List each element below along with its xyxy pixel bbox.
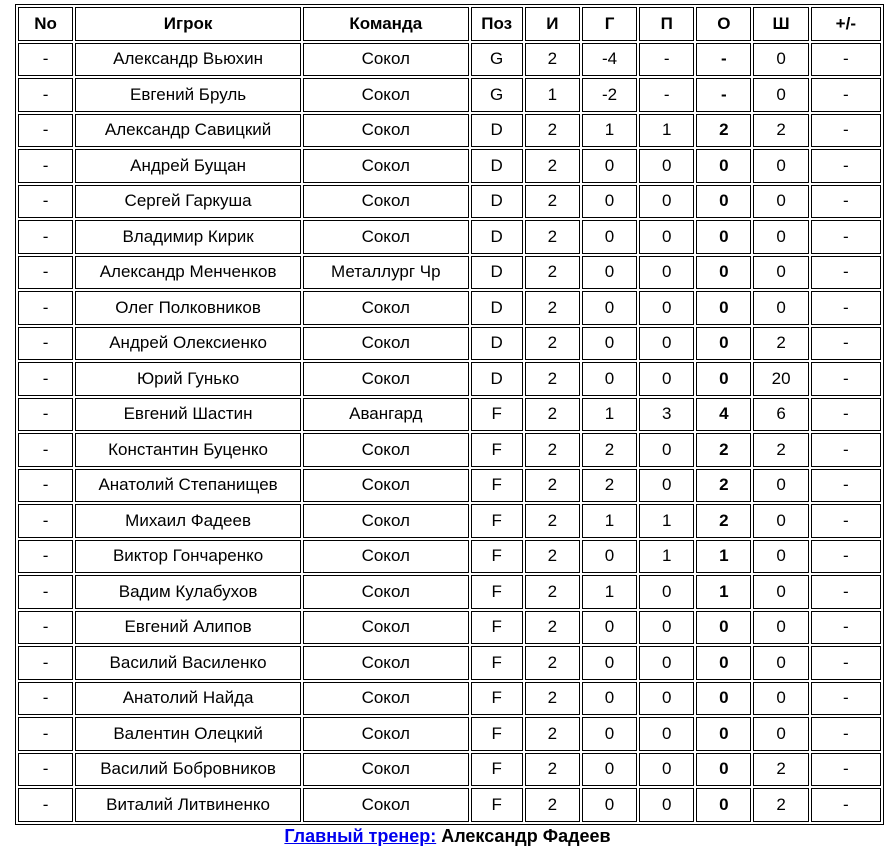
cell-points: 0 xyxy=(696,362,751,396)
cell-team: Сокол xyxy=(303,753,469,787)
cell-number: - xyxy=(18,504,73,538)
cell-goals: 0 xyxy=(582,362,637,396)
cell-penalty-minutes: 0 xyxy=(753,78,808,112)
cell-assists: 3 xyxy=(639,398,694,432)
table-row xyxy=(18,220,881,254)
cell-games: 2 xyxy=(525,114,580,148)
cell-team: Авангард xyxy=(303,398,469,432)
cell-points: - xyxy=(696,78,751,112)
cell-penalty-minutes: 2 xyxy=(753,327,808,361)
head-coach-name xyxy=(441,826,610,846)
cell-number: - xyxy=(18,291,73,325)
cell-team: Сокол xyxy=(303,717,469,751)
cell-plus-minus: - xyxy=(811,469,881,503)
cell-plus-minus: - xyxy=(811,433,881,467)
cell-games: 2 xyxy=(525,362,580,396)
cell-number: - xyxy=(18,43,73,77)
cell-penalty-minutes: 6 xyxy=(753,398,808,432)
cell-number: - xyxy=(18,717,73,751)
cell-points: 2 xyxy=(696,114,751,148)
cell-player: Андрей Бущан xyxy=(75,149,301,183)
cell-position: D xyxy=(471,185,523,219)
cell-plus-minus: - xyxy=(811,575,881,609)
cell-points: 0 xyxy=(696,291,751,325)
cell-penalty-minutes: 0 xyxy=(753,540,808,574)
cell-assists: 0 xyxy=(639,717,694,751)
cell-goals: 1 xyxy=(582,114,637,148)
cell-assists: 0 xyxy=(639,753,694,787)
cell-assists: - xyxy=(639,43,694,77)
cell-position: F xyxy=(471,469,523,503)
cell-games: 2 xyxy=(525,398,580,432)
table-row xyxy=(18,646,881,680)
cell-player: Евгений Бруль xyxy=(75,78,301,112)
cell-goals: 0 xyxy=(582,646,637,680)
cell-number: - xyxy=(18,398,73,432)
cell-number: - xyxy=(18,114,73,148)
cell-plus-minus: - xyxy=(811,646,881,680)
cell-assists: 0 xyxy=(639,291,694,325)
cell-assists: 0 xyxy=(639,185,694,219)
cell-player: Владимир Кирик xyxy=(75,220,301,254)
cell-team: Сокол xyxy=(303,43,469,77)
cell-penalty-minutes: 0 xyxy=(753,469,808,503)
cell-assists: 0 xyxy=(639,362,694,396)
cell-points: 2 xyxy=(696,469,751,503)
cell-assists: 0 xyxy=(639,469,694,503)
table-row xyxy=(18,362,881,396)
cell-number: - xyxy=(18,362,73,396)
table-row xyxy=(18,469,881,503)
table-row xyxy=(18,611,881,645)
table-row xyxy=(18,327,881,361)
roster-table xyxy=(15,4,884,825)
cell-number: - xyxy=(18,753,73,787)
cell-player: Евгений Алипов xyxy=(75,611,301,645)
cell-plus-minus: - xyxy=(811,398,881,432)
cell-points: 0 xyxy=(696,788,751,822)
table-header-row xyxy=(18,7,881,41)
cell-penalty-minutes: 0 xyxy=(753,185,808,219)
cell-goals: 2 xyxy=(582,433,637,467)
cell-team: Сокол xyxy=(303,646,469,680)
cell-position: G xyxy=(471,78,523,112)
cell-games: 2 xyxy=(525,646,580,680)
cell-points: 1 xyxy=(696,575,751,609)
cell-games: 2 xyxy=(525,504,580,538)
cell-points: 0 xyxy=(696,149,751,183)
cell-position: F xyxy=(471,575,523,609)
cell-penalty-minutes: 0 xyxy=(753,646,808,680)
cell-player: Виктор Гончаренко xyxy=(75,540,301,574)
cell-player: Евгений Шастин xyxy=(75,398,301,432)
cell-penalty-minutes: 2 xyxy=(753,433,808,467)
cell-player: Виталий Литвиненко xyxy=(75,788,301,822)
cell-penalty-minutes: 0 xyxy=(753,256,808,290)
cell-team: Сокол xyxy=(303,220,469,254)
cell-assists: 0 xyxy=(639,149,694,183)
cell-team: Сокол xyxy=(303,504,469,538)
cell-number: - xyxy=(18,220,73,254)
table-row xyxy=(18,398,881,432)
col-header-number: No xyxy=(18,7,73,41)
col-header-goals: Г xyxy=(582,7,637,41)
cell-penalty-minutes: 2 xyxy=(753,788,808,822)
cell-position: F xyxy=(471,611,523,645)
cell-team: Сокол xyxy=(303,540,469,574)
cell-position: D xyxy=(471,149,523,183)
cell-plus-minus: - xyxy=(811,753,881,787)
cell-assists: 0 xyxy=(639,256,694,290)
cell-plus-minus: - xyxy=(811,149,881,183)
cell-penalty-minutes: 20 xyxy=(753,362,808,396)
cell-player: Василий Бобровников xyxy=(75,753,301,787)
cell-games: 2 xyxy=(525,185,580,219)
cell-assists: 0 xyxy=(639,611,694,645)
cell-team: Сокол xyxy=(303,114,469,148)
cell-games: 2 xyxy=(525,327,580,361)
cell-assists: 0 xyxy=(639,327,694,361)
table-row xyxy=(18,149,881,183)
cell-penalty-minutes: 0 xyxy=(753,575,808,609)
cell-penalty-minutes: 0 xyxy=(753,504,808,538)
cell-goals: 0 xyxy=(582,788,637,822)
cell-games: 2 xyxy=(525,540,580,574)
cell-team: Сокол xyxy=(303,682,469,716)
cell-assists: 0 xyxy=(639,788,694,822)
cell-team: Сокол xyxy=(303,185,469,219)
cell-points: 0 xyxy=(696,256,751,290)
cell-player: Сергей Гаркуша xyxy=(75,185,301,219)
cell-assists: 0 xyxy=(639,220,694,254)
cell-plus-minus: - xyxy=(811,540,881,574)
cell-goals: 0 xyxy=(582,291,637,325)
cell-goals: 0 xyxy=(582,327,637,361)
cell-games: 1 xyxy=(525,78,580,112)
cell-player: Анатолий Степанищев xyxy=(75,469,301,503)
table-row xyxy=(18,753,881,787)
table-row xyxy=(18,788,881,822)
col-header-player: Игрок xyxy=(75,7,301,41)
cell-goals: 0 xyxy=(582,185,637,219)
cell-player: Вадим Кулабухов xyxy=(75,575,301,609)
cell-plus-minus: - xyxy=(811,256,881,290)
cell-team: Сокол xyxy=(303,291,469,325)
cell-player: Валентин Олецкий xyxy=(75,717,301,751)
col-header-points: О xyxy=(696,7,751,41)
cell-player: Михаил Фадеев xyxy=(75,504,301,538)
cell-assists: 1 xyxy=(639,540,694,574)
cell-team: Сокол xyxy=(303,327,469,361)
cell-number: - xyxy=(18,327,73,361)
table-row xyxy=(18,682,881,716)
cell-team: Металлург Чр xyxy=(303,256,469,290)
cell-position: F xyxy=(471,682,523,716)
cell-plus-minus: - xyxy=(811,78,881,112)
cell-assists: 0 xyxy=(639,575,694,609)
cell-number: - xyxy=(18,433,73,467)
table-row xyxy=(18,78,881,112)
cell-goals: 0 xyxy=(582,220,637,254)
cell-assists: 1 xyxy=(639,114,694,148)
cell-points: 0 xyxy=(696,327,751,361)
cell-assists: - xyxy=(639,78,694,112)
cell-number: - xyxy=(18,611,73,645)
cell-number: - xyxy=(18,682,73,716)
table-row xyxy=(18,43,881,77)
table-row xyxy=(18,256,881,290)
cell-team: Сокол xyxy=(303,78,469,112)
cell-position: F xyxy=(471,540,523,574)
cell-plus-minus: - xyxy=(811,114,881,148)
cell-assists: 0 xyxy=(639,646,694,680)
cell-assists: 0 xyxy=(639,682,694,716)
cell-position: F xyxy=(471,753,523,787)
col-header-team: Команда xyxy=(303,7,469,41)
cell-team: Сокол xyxy=(303,433,469,467)
cell-plus-minus: - xyxy=(811,611,881,645)
cell-goals: 1 xyxy=(582,504,637,538)
cell-games: 2 xyxy=(525,43,580,77)
cell-position: F xyxy=(471,646,523,680)
cell-games: 2 xyxy=(525,220,580,254)
cell-games: 2 xyxy=(525,753,580,787)
table-row xyxy=(18,504,881,538)
table-row xyxy=(18,717,881,751)
cell-plus-minus: - xyxy=(811,362,881,396)
cell-plus-minus: - xyxy=(811,43,881,77)
cell-penalty-minutes: 0 xyxy=(753,149,808,183)
cell-assists: 0 xyxy=(639,433,694,467)
col-header-penalty-minutes: Ш xyxy=(753,7,808,41)
cell-goals: 0 xyxy=(582,256,637,290)
cell-position: D xyxy=(471,220,523,254)
table-row xyxy=(18,575,881,609)
table-row xyxy=(18,185,881,219)
cell-plus-minus: - xyxy=(811,717,881,751)
cell-player: Анатолий Найда xyxy=(75,682,301,716)
col-header-assists: П xyxy=(639,7,694,41)
cell-position: F xyxy=(471,717,523,751)
cell-penalty-minutes: 0 xyxy=(753,43,808,77)
cell-goals: -2 xyxy=(582,78,637,112)
cell-goals: -4 xyxy=(582,43,637,77)
col-header-position: Поз xyxy=(471,7,523,41)
cell-penalty-minutes: 0 xyxy=(753,220,808,254)
cell-number: - xyxy=(18,575,73,609)
cell-penalty-minutes: 0 xyxy=(753,611,808,645)
cell-penalty-minutes: 0 xyxy=(753,682,808,716)
cell-goals: 1 xyxy=(582,398,637,432)
cell-plus-minus: - xyxy=(811,682,881,716)
cell-team: Сокол xyxy=(303,362,469,396)
cell-position: F xyxy=(471,433,523,467)
roster-table-container xyxy=(15,4,884,825)
cell-goals: 0 xyxy=(582,753,637,787)
cell-games: 2 xyxy=(525,256,580,290)
head-coach-name-text: Александр Фадеев xyxy=(441,826,611,846)
cell-points: 0 xyxy=(696,220,751,254)
cell-points: 1 xyxy=(696,540,751,574)
cell-position: D xyxy=(471,362,523,396)
cell-games: 2 xyxy=(525,469,580,503)
cell-games: 2 xyxy=(525,433,580,467)
cell-team: Сокол xyxy=(303,788,469,822)
cell-points: 0 xyxy=(696,611,751,645)
cell-position: G xyxy=(471,43,523,77)
cell-player: Константин Буценко xyxy=(75,433,301,467)
cell-penalty-minutes: 2 xyxy=(753,753,808,787)
cell-position: F xyxy=(471,398,523,432)
cell-number: - xyxy=(18,469,73,503)
cell-plus-minus: - xyxy=(811,291,881,325)
cell-games: 2 xyxy=(525,682,580,716)
table-body xyxy=(18,43,881,822)
cell-goals: 0 xyxy=(582,717,637,751)
head-coach-line xyxy=(0,826,895,847)
cell-team: Сокол xyxy=(303,575,469,609)
cell-games: 2 xyxy=(525,149,580,183)
cell-team: Сокол xyxy=(303,611,469,645)
cell-points: - xyxy=(696,43,751,77)
cell-plus-minus: - xyxy=(811,504,881,538)
cell-number: - xyxy=(18,540,73,574)
cell-points: 2 xyxy=(696,433,751,467)
cell-plus-minus: - xyxy=(811,185,881,219)
cell-position: F xyxy=(471,504,523,538)
head-coach-link[interactable]: Главный тренер: xyxy=(284,826,437,846)
cell-team: Сокол xyxy=(303,149,469,183)
cell-plus-minus: - xyxy=(811,220,881,254)
cell-number: - xyxy=(18,185,73,219)
cell-goals: 2 xyxy=(582,469,637,503)
cell-plus-minus: - xyxy=(811,327,881,361)
cell-goals: 1 xyxy=(582,575,637,609)
table-row xyxy=(18,114,881,148)
cell-player: Андрей Олексиенко xyxy=(75,327,301,361)
cell-number: - xyxy=(18,78,73,112)
cell-assists: 1 xyxy=(639,504,694,538)
cell-penalty-minutes: 2 xyxy=(753,114,808,148)
cell-player: Юрий Гунько xyxy=(75,362,301,396)
cell-goals: 0 xyxy=(582,149,637,183)
table-row xyxy=(18,540,881,574)
cell-points: 0 xyxy=(696,646,751,680)
cell-goals: 0 xyxy=(582,540,637,574)
cell-position: D xyxy=(471,291,523,325)
cell-games: 2 xyxy=(525,717,580,751)
cell-number: - xyxy=(18,149,73,183)
cell-points: 2 xyxy=(696,504,751,538)
cell-number: - xyxy=(18,788,73,822)
cell-goals: 0 xyxy=(582,682,637,716)
cell-player: Александр Вьюхин xyxy=(75,43,301,77)
cell-plus-minus: - xyxy=(811,788,881,822)
cell-position: D xyxy=(471,256,523,290)
cell-points: 0 xyxy=(696,753,751,787)
cell-games: 2 xyxy=(525,788,580,822)
cell-player: Олег Полковников xyxy=(75,291,301,325)
cell-games: 2 xyxy=(525,291,580,325)
cell-position: D xyxy=(471,114,523,148)
cell-position: D xyxy=(471,327,523,361)
col-header-plus-minus: +/- xyxy=(811,7,881,41)
cell-points: 4 xyxy=(696,398,751,432)
cell-penalty-minutes: 0 xyxy=(753,291,808,325)
cell-position: F xyxy=(471,788,523,822)
col-header-games: И xyxy=(525,7,580,41)
cell-number: - xyxy=(18,646,73,680)
cell-player: Александр Менченков xyxy=(75,256,301,290)
table-row xyxy=(18,433,881,467)
cell-points: 0 xyxy=(696,717,751,751)
cell-games: 2 xyxy=(525,575,580,609)
cell-points: 0 xyxy=(696,185,751,219)
cell-team: Сокол xyxy=(303,469,469,503)
cell-player: Александр Савицкий xyxy=(75,114,301,148)
cell-games: 2 xyxy=(525,611,580,645)
cell-goals: 0 xyxy=(582,611,637,645)
cell-penalty-minutes: 0 xyxy=(753,717,808,751)
cell-points: 0 xyxy=(696,682,751,716)
cell-player: Василий Василенко xyxy=(75,646,301,680)
cell-number: - xyxy=(18,256,73,290)
table-row xyxy=(18,291,881,325)
